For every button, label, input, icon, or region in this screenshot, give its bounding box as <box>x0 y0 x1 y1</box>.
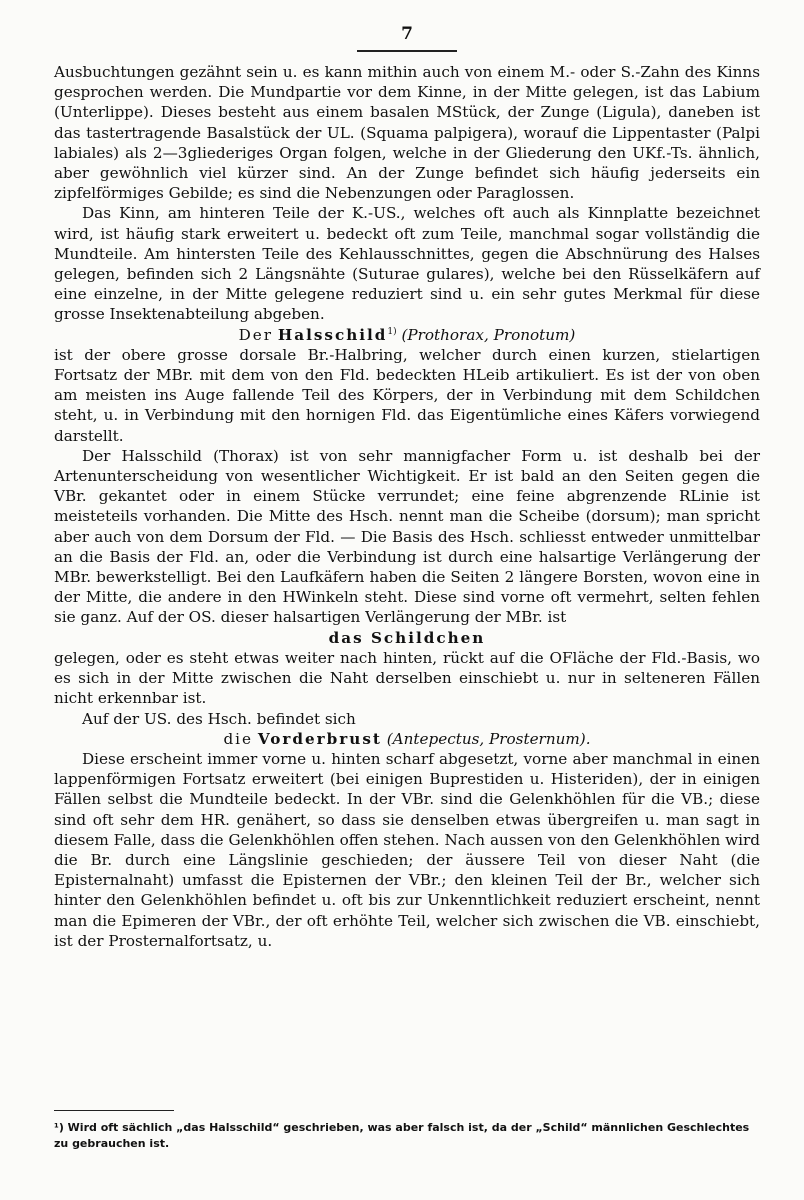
paragraph-vorderbrust: Diese erscheint immer vorne u. hinten scharf abgesetzt, vorne aber manchmal in einen lappenförmigen Fortsatz erweitert (bei einigen Buprestiden u. Histeriden), der in einigen Fällen selbst die Mundteile bedeckt. In der VBr. sind die Gelenkhöhlen für die VB.; diese sind oft sehr dem HR. genähert, so dass sie denselben etwas übergreifen u. man sagt in diesem Falle, dass die Gelenkhöhlen offen stehen. Nach aussen von den Gelenkhöhlen wird die Br. durch eine Längslinie geschieden; der äussere Teil von dieser Naht (die Episternalnaht) umfasst die Episternen der VBr.; den kleinen Teil der Br., welcher sich hinter den Gelenkhöhlen befindet u. oft bis zur Unkenntlichkeit reduziert erscheint, nennt man die Epimeren der VBr., der oft erhöhte Teil, welcher sich zwischen die VB. einschiebt, ist der Prosternalfortsatz, u. <box>54 749 760 950</box>
heading-halsschild-word: Halsschild <box>277 325 388 344</box>
heading-vorderbrust-word: Vorderbrust <box>257 729 382 748</box>
paragraph-underside: Auf der US. des Hsch. befindet sich <box>82 709 356 728</box>
paragraph-mouthparts: Ausbuchtungen gezähnt sein u. es kann mithin auch von einem M.- oder S.-Zahn des Kinns gesprochen werden. Die Mundpartie vor dem Kinne, in der Mitte gelegen, ist das Labium (Unterlippe). Dieses besteht aus einem basalen MStück, der Zunge (Ligula), daneben ist das tastertragende Basalstück der UL. (Squama palpigera), worauf die Lippentaster (Palpi labiales) als 2—3gliederiges Organ folgen, welche in der Gliederung den UKf.-Ts. ähnlich, aber gewöhnlich viel kürzer sind. An der Zunge befindet sich häufig jederseits ein zipfelförmiges Gebilde; es sind die Nebenzungen oder Paraglossen. <box>54 63 760 203</box>
heading-halsschild-latin: (Prothorax, Pronotum) <box>401 325 576 344</box>
heading-schildchen: das Schildchen <box>328 628 486 647</box>
paragraph-halsschild-def: ist der obere grosse dorsale Br.-Halbring, welcher durch einen kurzen, stielartigen Fortsatz der MBr. mit dem von den Fld. bedeckten HLeib artikuliert. Es ist der von oben am meisten ins Auge fallende Teil des Körpers, der in Verbindung mit dem Schildchen steht, u. in Verbindung mit den hornigen Fld. das Eigentümliche eines Käfers vorwiegend darstellt. <box>54 345 760 445</box>
paragraph-schildchen: gelegen, oder es steht etwas weiter nach hinten, rückt auf die OFläche der Fld.-Basis, wo es sich in der Mitte zwischen die Naht derselben einschiebt u. nur in selteneren Fällen nicht erkennbar ist. <box>54 648 760 708</box>
heading-halsschild: Der Halsschild$^{1)}$ (Prothorax, Pronotum) <box>238 325 576 344</box>
page-number: 7 <box>401 24 413 44</box>
paragraph-chin: Das Kinn, am hinteren Teile der K.-US., welches oft auch als Kinnplatte bezeichnet wird, ist häufig stark erweitert u. bedeckt oft zum Teile, manchmal sogar vollständig die Mundteile. Am hintersten Teile des Kehlausschnittes, gegen die Abschnürung des Halses gelegen, befinden sich 2 Längsnähte (Suturae gulares), welche bei den Rüsselkäfern auf eine einzelne, in der Mitte gelegene reduziert sind u. ein sehr gutes Merkmal für diese grosse Insektenabteilung abgeben. <box>54 204 760 324</box>
footnote-rule <box>54 1110 174 1111</box>
footnote: ¹) Wird oft sächlich „das Halsschild“ geschrieben, was aber falsch ist, da der „Schild“ männlichen Geschlechtes zu gebrauchen ist. <box>54 1121 750 1150</box>
heading-vorderbrust: die Vorderbrust (Antepectus, Prosternum). <box>223 729 591 748</box>
paragraph-halsschild-form: Der Halsschild (Thorax) ist von sehr mannigfacher Form u. ist deshalb bei der Artenunterscheidung von wesentlicher Wichtigkeit. Er ist bald an den Seiten gegen die VBr. gekantet oder in einem Stücke verrundet; eine feine abgrenzende RLinie ist meisteteils vorhanden. Die Mitte des Hsch. nennt man die Scheibe (dorsum); man spricht aber auch von dem Dorsum der Fld. — Die Basis des Hsch. schliesst entweder unmittelbar an die Basis der Fld. an, oder die Verbindung ist durch eine halsartige Verlängerung der MBr. bewerkstelligt. Bei den Laufkäfern haben die Seiten 2 längere Borsten, wovon eine in der Mitte, die andere in den HWinkeln steht. Diese sind vorne oft vermehrt, selten fehlen sie ganz. Auf der OS. dieser halsartigen Verlängerung der MBr. ist <box>54 446 760 627</box>
heading-vorderbrust-latin: (Antepectus, Prosternum). <box>386 729 591 748</box>
footnote-mark: 1) <box>387 326 397 337</box>
body-text <box>54 62 760 951</box>
header-rule <box>357 50 457 52</box>
